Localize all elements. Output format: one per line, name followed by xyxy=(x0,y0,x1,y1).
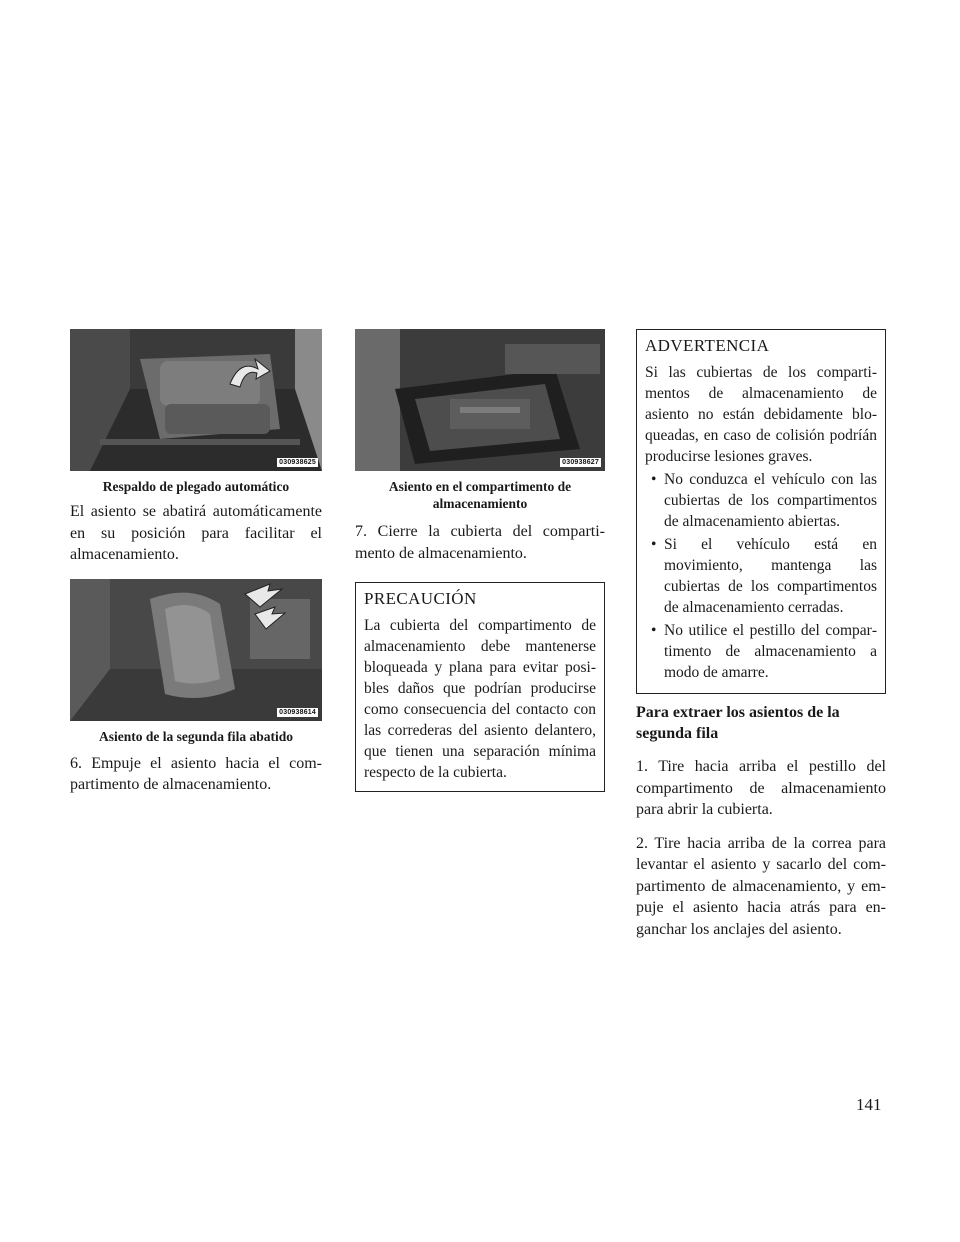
warning-box xyxy=(636,329,886,694)
step-1: 1. Tire hacia arriba el pestillo del compartimento de almacenamiento para abrir la cubierta. xyxy=(636,758,886,818)
figure-code: 030938625 xyxy=(279,459,316,466)
figure-caption: Asiento de la segunda fila abatido xyxy=(99,728,293,744)
section-title: Para extraer los asientos de la segunda fila xyxy=(636,704,840,742)
warning-bullet: • No utilice el pestillo del compartimento de almacenamiento a modo de amarre. xyxy=(645,620,877,683)
step-6: 6. Empuje el asiento hacia el compartimento de almacenamiento. xyxy=(70,754,322,793)
warning-title: ADVERTENCIA xyxy=(645,336,770,355)
caution-title: PRECAUCIÓN xyxy=(364,589,477,608)
storage-bin-photo xyxy=(355,329,605,471)
column-right xyxy=(636,329,886,940)
caution-box xyxy=(355,582,605,792)
paragraph-auto-fold: El asiento se abatirá automáticamente en su posición para facilitar el almacenamiento. xyxy=(70,503,322,563)
page-number: 141 xyxy=(856,1095,882,1114)
step-7: 7. Cierre la cubierta del compartimento de almacenamiento. xyxy=(355,523,605,562)
warning-bullet: • Si el vehículo está en movimiento, mantenga las cubiertas de los compartimentos de almacenamiento cerradas. xyxy=(645,534,877,618)
step-2: 2. Tire hacia arriba de la correa para levantar el asiento y sacarlo del compartimento de almacenamiento, y empuje el asiento hacia atrás para enganchar los anclajes del asiento. xyxy=(636,834,886,938)
warning-bullet: • No conduzca el vehículo con las cubiertas de los compartimentos de almacenamiento abiertas. xyxy=(645,469,877,532)
column-middle xyxy=(355,329,605,792)
warning-list xyxy=(645,469,877,683)
figure-caption: Respaldo de plegado automático xyxy=(102,479,290,494)
figure-caption: Asiento en el compartimento de almacenamiento xyxy=(388,479,572,511)
figure-second-row-folded xyxy=(70,579,322,721)
caution-text: La cubierta del compartimento de almacenamiento debe mantenerse bloqueada y plana para evitar posibles daños que podrían producirse como consecuencia del contacto con las correderas del asiento delantero, que tienen una separación mínima respecto de la cubierta. xyxy=(364,617,596,781)
figure-seat-in-storage xyxy=(355,329,605,471)
column-left xyxy=(70,329,322,796)
seatback-photo xyxy=(70,329,322,471)
figure-auto-fold-seatback xyxy=(70,329,322,471)
folded-seat-photo xyxy=(70,579,322,721)
figure-code: 030938627 xyxy=(562,459,599,466)
figure-code: 030938614 xyxy=(279,708,316,716)
warning-text: Si las cubiertas de los compartimentos de almacenamiento de asiento no están debidamente bloqueadas, en caso de colisión podríán producirse lesiones graves. xyxy=(645,364,877,465)
